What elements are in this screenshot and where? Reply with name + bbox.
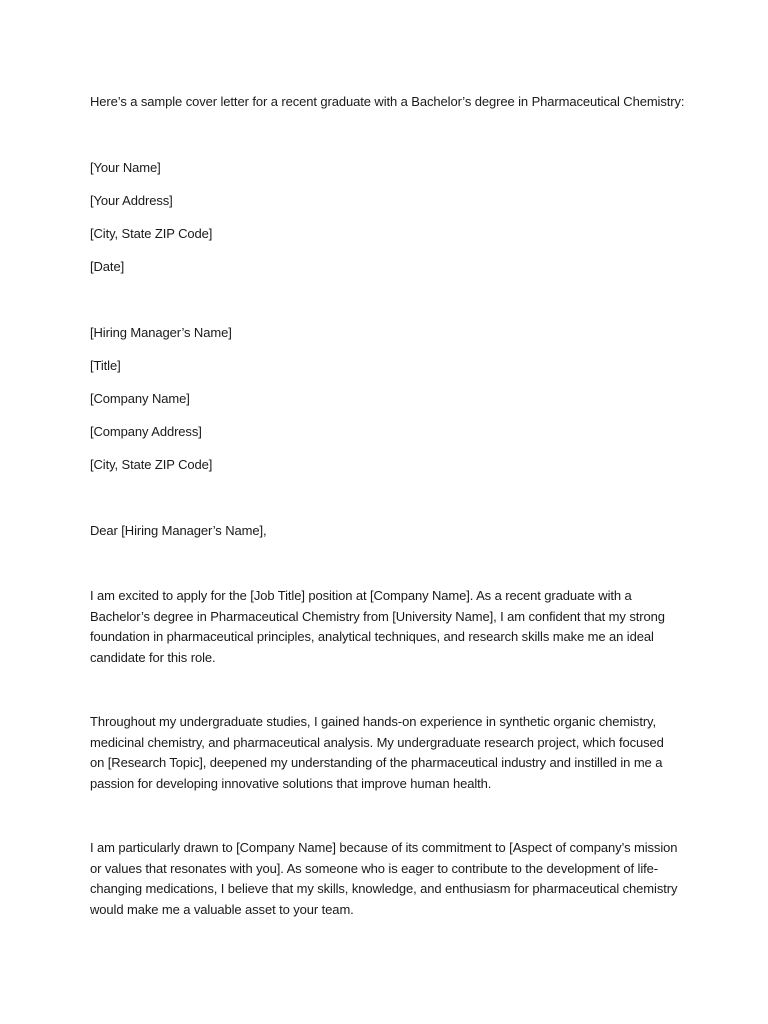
sender-city-state-zip: [City, State ZIP Code]: [90, 226, 213, 241]
paragraph-line: foundation in pharmaceutical principles, analytical techniques, and research skills make me an ideal: [90, 629, 654, 644]
intro-line: Here’s a sample cover letter for a recent graduate with a Bachelor’s degree in Pharmaceutical Chemistry:: [90, 94, 685, 109]
salutation: Dear [Hiring Manager’s Name],: [90, 523, 267, 538]
sender-name: [Your Name]: [90, 160, 161, 175]
paragraph-line: on [Research Topic], deepened my understanding of the pharmaceutical industry and instilled in me a: [90, 755, 663, 770]
paragraph-line: changing medications, I believe that my skills, knowledge, and enthusiasm for pharmaceutical chemistry: [90, 881, 678, 896]
sender-address: [Your Address]: [90, 193, 173, 208]
paragraph-line: candidate for this role.: [90, 649, 216, 665]
paragraph-line: Bachelor’s degree in Pharmaceutical Chemistry from [University Name], I am confident that my strong: [90, 608, 665, 624]
letter-date: [Date]: [90, 259, 125, 274]
recipient-city-state-zip: [City, State ZIP Code]: [90, 457, 213, 472]
paragraph-line: I am excited to apply for the [Job Title] position at [Company Name]. As a recent graduate with a: [90, 588, 632, 603]
paragraph-line: Throughout my undergraduate studies, I gained hands-on experience in synthetic organic chemistry,: [90, 714, 657, 729]
recipient-company: [Company Name]: [90, 391, 190, 406]
paragraph-line: passion for developing innovative solutions that improve human health.: [90, 775, 492, 791]
body-paragraph: [90, 586, 690, 668]
recipient-name: [Hiring Manager’s Name]: [90, 325, 232, 340]
body-paragraph: [90, 712, 690, 794]
body-paragraph: [90, 838, 690, 920]
recipient-title: [Title]: [90, 358, 121, 373]
recipient-address: [Company Address]: [90, 424, 202, 439]
paragraph-line: or values that resonates with you]. As someone who is eager to contribute to the development of life-: [90, 860, 659, 876]
paragraph-line: would make me a valuable asset to your team.: [90, 901, 354, 917]
paragraph-line: I am particularly drawn to [Company Name] because of its commitment to [Aspect of company’s mission: [90, 840, 678, 855]
paragraph-line: medicinal chemistry, and pharmaceutical analysis. My undergraduate research project, which focused: [90, 734, 664, 750]
